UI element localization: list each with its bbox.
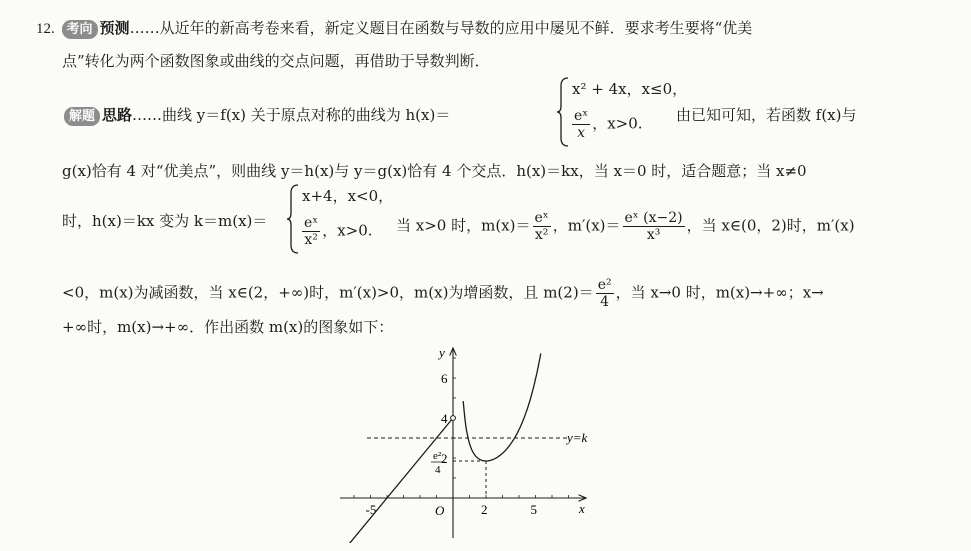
svg-text:4: 4 [435,464,441,476]
solution-line-1 [62,104,450,126]
problem-line-1 [36,17,752,40]
solution-badge: 解题 [64,107,100,126]
leader-dots-2: …… [132,106,163,124]
exam-direction-label: 预测 [99,19,130,37]
m-case-2: $\frac{\text{eˣ}}{\text{x²}}$ ，x>0. [304,215,373,248]
x-tick-label: 5 [530,502,537,517]
branch-exp-over-x-squared [463,353,541,461]
solution-line-5: +∞时，m(x)→+∞．作出函数 m(x)的图象如下： [62,318,394,336]
m-function-graph [335,343,595,543]
problem-line-2 [62,50,490,72]
left-brace-icon [556,76,570,148]
y-equals-k-label: y=k [567,430,588,445]
problem-text-1a: 从近年的新高考卷来看，新定义题目在函数与导数的应用中屡见不鲜．要求考生要将“优美 [159,19,753,37]
y-tick-label: 6 [441,371,448,386]
exam-direction-badge: 考向 [62,20,98,39]
solution-line-3-pre: 时，h(x)＝kx 变为 k＝m(x)＝ [62,212,268,230]
m-case-1: x+4，x<0， [302,187,394,205]
y-axis-label: y [439,345,445,360]
leader-dots: …… [129,19,160,37]
solution-line-2: g(x)恰有 4 对“优美点”，则曲线 y＝h(x)与 y＝g(x)恰有 4 个交点．h(x)＝kx，当 x＝0 时，适合题意；当 x≠0 [62,162,807,180]
origin-label: O [435,503,445,518]
piecewise-m [286,183,396,255]
branch-x-plus-4 [347,418,453,543]
svg-text:e²: e² [433,450,442,462]
h-case-2: $\frac{\text{eˣ}}{x}$ ，x>0. [574,108,643,141]
x-tick-label: 2 [481,502,488,517]
left-brace-icon-2 [286,183,300,255]
solution-line-4: <0，m(x)为减函数，当 x∈(2，+∞)时，m′(x)>0，m(x)为增函数，且 m(2)＝ $\frac{\text{e²}}{4}$ ，当 x→0 时，m(x)→+∞；x→ [62,277,824,310]
h-case-1: x² + 4x，x≤0， [572,80,688,98]
open-point [451,416,456,421]
x-axis-label: x [579,501,585,516]
y-tick-label: 4 [441,411,448,426]
solution-label: 思路 [102,106,133,124]
x-tick-label: -5 [365,502,377,517]
problem-text-1b: 点”转化为两个函数图象或曲线的交点问题，再借助于导数判断． [62,52,490,70]
solution-line-1-post: 由已知可知，若函数 f(x)与 [676,106,857,124]
solution-text-1-pre: 曲线 y＝f(x) 关于原点对称的曲线为 h(x)＝ [162,106,451,124]
solution-line-3-post: 当 x>0 时，m(x)＝ $\frac{\text{eˣ}}{\text{x²}}$ ，m′(x)＝ $\frac{\text{eˣ (x−2)}}{\text{x³}}$ ，当 x∈(0，2)时，m′(x) [396,210,855,243]
question-number: 12. [36,21,55,37]
y-tick-label: 2 [441,451,448,466]
piecewise-h [556,76,696,148]
